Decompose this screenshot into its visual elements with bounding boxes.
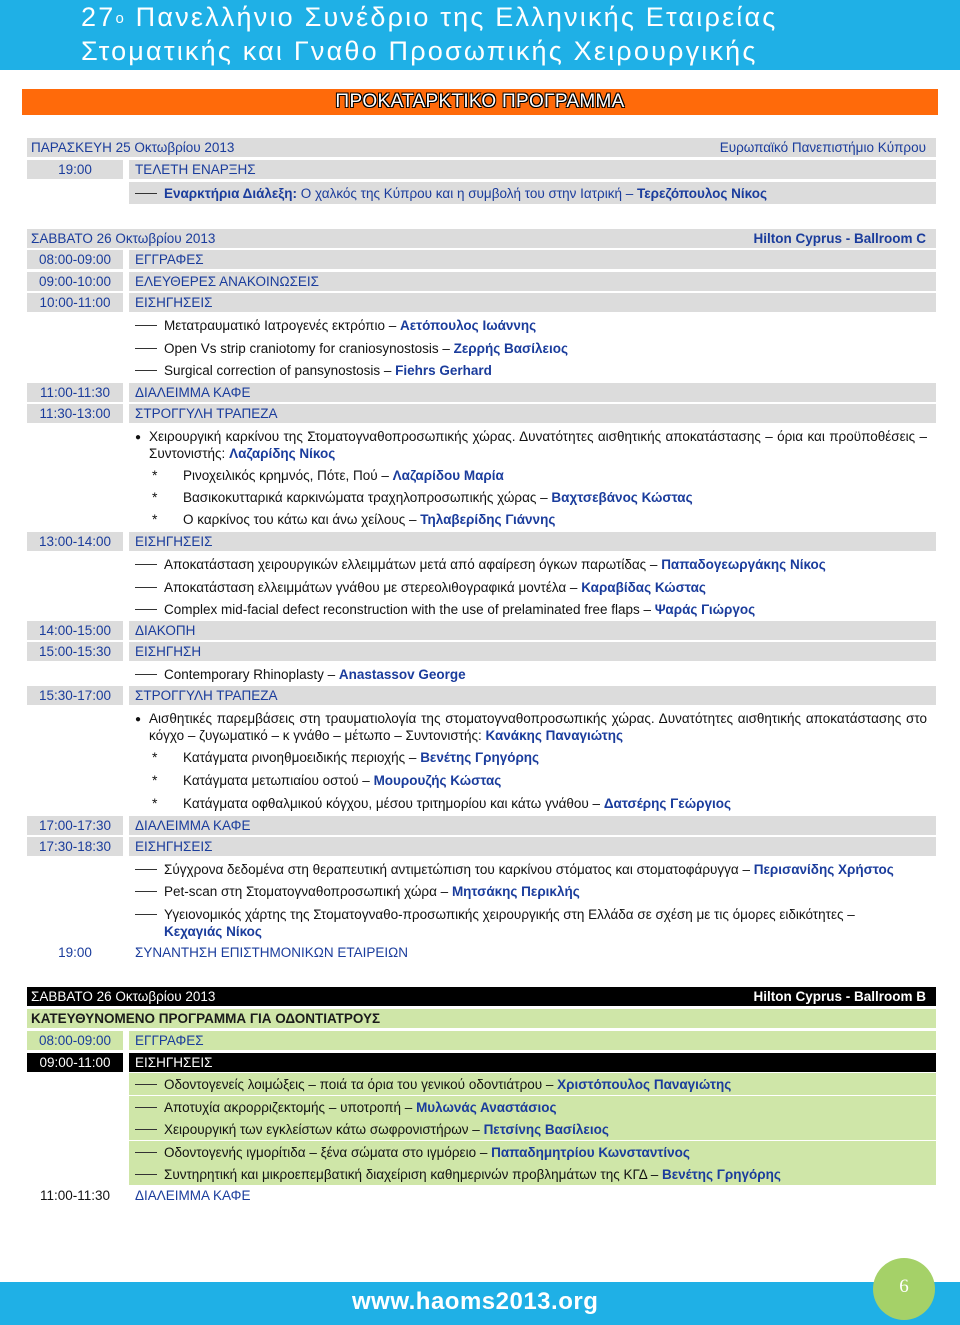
- row-label: ΣΥΝΑΝΤΗΣΗ ΕΠΙΣΤΗΜΟΝΙΚΩΝ ΕΤΑΙΡΕΙΩΝ: [135, 945, 408, 960]
- talk-item: Χειρουργική των εγκλείστων κάτω σωφρονιστήρων – Πετσίνης Βασίλειος: [164, 1122, 609, 1137]
- saturday-c-header: ΣΑΒΒΑΤΟ 26 Οκτωβρίου 2013 Hilton Cyprus - Ballroom C: [27, 229, 936, 248]
- sub-item: Κατάγματα οφθαλμικού κόγχου, μέσου τριτημορίου και κάτω γνάθου – Δατσέρης Γεώργιος: [183, 796, 731, 811]
- talk-item: Αποκατάσταση ελλειμμάτων γνάθου με στερεολιθογραφικά μοντέλα – Καραβίδας Κώστας: [164, 580, 706, 595]
- row-time: 15:30-17:00: [27, 686, 123, 705]
- friday-header: ΠΑΡΑΣΚΕΥΗ 25 Οκτωβρίου 2013 Ευρωπαϊκό Πανεπιστήμιο Κύπρου: [27, 138, 936, 157]
- talk-item: Σύγχρονα δεδομένα στη θεραπευτική αντιμετώπιση του καρκίνου στόματος και στοματοφάρυγγα – Περισανίδης Χρήστος: [164, 862, 894, 877]
- talk-item: Αποτυχία ακρορριζεκτομής – υποτροπή – Μυλωνάς Αναστάσιος: [164, 1100, 557, 1115]
- row-time: 11:00-11:30: [27, 383, 123, 402]
- talk-item: Open Vs strip craniotomy for craniosynostosis – Ζερρής Βασίλειος: [164, 341, 568, 356]
- row-label: ΕΙΣΗΓΗΣΗ: [129, 642, 936, 661]
- row-label: ΕΙΣΗΓΗΣΕΙΣ: [129, 837, 936, 856]
- bullet-icon: ●: [135, 714, 142, 725]
- sub-item: Ο καρκίνος του κάτω και άνω χείλους – Τηλαβερίδης Γιάννης: [183, 512, 556, 527]
- talk-item: Μετατραυματικό Ιατρογενές εκτρόπιο – Αετόπουλος Ιωάννης: [164, 318, 537, 333]
- page-number-badge: 6: [873, 1258, 935, 1320]
- talk-item: Αποκατάσταση χειρουργικών ελλειμμάτων μετά από αφαίρεση όγκων παρωτίδας – Παπαδογεωργάκης Νίκος: [164, 557, 826, 572]
- header-title-line2: Στοματικής και Γναθο Προσωπικής Χειρουργικής: [81, 36, 758, 66]
- row-label: ΣΤΡΟΓΓΥΛΗ ΤΡΑΠΕΖΑ: [129, 686, 936, 705]
- bullet-icon: ●: [135, 432, 142, 443]
- asterisk-icon: *: [152, 772, 158, 788]
- row-label: ΔΙΑΛΕΙΜΜΑ ΚΑΦΕ: [129, 816, 936, 835]
- talk-item: Υγειονομικός χάρτης της Στοματογναθο-προσωπικής χειρουργικής στη Ελλάδα σε σχέση με τις όμορες ειδικότητες – Κεχαγιάς Νίκος: [164, 907, 855, 939]
- row-label: ΕΙΣΗΓΗΣΕΙΣ: [129, 532, 936, 551]
- sub-item: Ρινοχειλικός κρημνός, Πότε, Πού – Λαζαρίδου Μαρία: [183, 468, 504, 483]
- row-label: ΕΓΓΡΑΦΕΣ: [129, 250, 936, 269]
- row-time: 09:00-11:00: [27, 1053, 123, 1072]
- sub-item: Κατάγματα μετωπιαίου οστού – Μουρουζής Κώστας: [183, 773, 502, 788]
- header-banner: [0, 0, 960, 70]
- talk-item: Contemporary Rhinoplasty – Anastassov George: [164, 667, 466, 682]
- row-label: ΔΙΑΛΕΙΜΜΑ ΚΑΦΕ: [129, 383, 936, 402]
- row-time: 17:30-18:30: [27, 837, 123, 856]
- row-label: ΣΤΡΟΓΓΥΛΗ ΤΡΑΠΕΖΑ: [129, 404, 936, 423]
- talk-item: Surgical correction of pansynostosis – Fiehrs Gerhard: [164, 363, 492, 378]
- friday-time: 19:00: [27, 160, 123, 179]
- row-label: ΔΙΑΛΕΙΜΜΑ ΚΑΦΕ: [135, 1188, 251, 1203]
- talk-item: Complex mid-facial defect reconstruction with the use of prelaminated free flaps – Ψαράς Γιώργος: [164, 602, 756, 617]
- row-time: 14:00-15:00: [27, 621, 123, 640]
- saturday-b-header: ΣΑΒΒΑΤΟ 26 Οκτωβρίου 2013 Hilton Cyprus - Ballroom B: [27, 987, 936, 1006]
- round-table-description: Χειρουργική καρκίνου της Στοματογναθοπροσωπικής χώρας. Δυνατότητες αισθητικής αποκατάστασης – όρια και προϋποθέσεις – Συντονιστής: Λαζαρίδης Νίκος: [149, 429, 927, 461]
- row-time: 08:00-09:00: [27, 1031, 123, 1050]
- talk-item: Pet-scan στη Στοματογναθοπροσωπική χώρα – Μητσάκης Περικλής: [164, 884, 580, 899]
- row-label: ΕΓΓΡΑΦΕΣ: [129, 1031, 936, 1050]
- row-time: 19:00: [58, 945, 92, 960]
- round-table-description: Αισθητικές παρεμβάσεις στη τραυματιολογία της στοματογναθοπροσωπικής χώρας. Δυνατότητες αισθητικής αποκατάστασης στο κόγχο – ζυγωματικό – κ γνάθο – μέτωπο – Συντονιστής: Κανάκης Παναγιώτης: [149, 711, 927, 743]
- asterisk-icon: *: [152, 511, 158, 527]
- asterisk-icon: *: [152, 467, 158, 483]
- friday-lecture: Εναρκτήρια Διάλεξη: Ο χαλκός της Κύπρου και η συμβολή του στην Ιατρική – Τερεζόπουλος Νίκος: [164, 186, 768, 201]
- row-label: ΕΛΕΥΘΕΡΕΣ ΑΝΑΚΟΙΝΩΣΕΙΣ: [129, 272, 936, 291]
- row-time: 11:30-13:00: [27, 404, 123, 423]
- row-time: 11:00-11:30: [39, 1188, 111, 1203]
- sub-item: Κατάγματα ρινοηθμοειδικής περιοχής – Βενέτης Γρηγόρης: [183, 750, 540, 765]
- row-time: 08:00-09:00: [27, 250, 123, 269]
- header-title-line1: $27^o$ Πανελλήνιο Συνέδριο της Ελληνικής Εταιρείας: [81, 2, 778, 32]
- row-label: ΕΙΣΗΓΗΣΕΙΣ: [129, 293, 936, 312]
- asterisk-icon: *: [152, 795, 158, 811]
- track-header: ΚΑΤΕΥΘΥΝΟΜΕΝΟ ΠΡΟΓΡΑΜΜΑ ΓΙΑ ΟΔΟΝΤΙΑΤΡΟΥΣ: [27, 1009, 936, 1028]
- asterisk-icon: *: [152, 749, 158, 765]
- talk-item: Οδοντογενείς λοιμώξεις – ποιά τα όρια του γενικού οδοντιάτρου – Χριστόπουλος Παναγιώτης: [164, 1077, 732, 1092]
- sub-item: Βασικοκυτταρικά καρκινώματα τραχηλοπροσωπικής χώρας – Βαχτσεβάνος Κώστας: [183, 490, 693, 505]
- row-label: ΕΙΣΗΓΗΣΕΙΣ: [129, 1053, 936, 1072]
- talk-item: Συντηρητική και μικροεπεμβατική διαχείριση καθημερινών προβλημάτων της ΚΓΔ – Βενέτης Γρηγόρης: [164, 1167, 781, 1182]
- friday-label: ΤΕΛΕΤΗ ΕΝΑΡΞΗΣ: [129, 160, 936, 179]
- row-time: 10:00-11:00: [27, 293, 123, 312]
- row-time: 09:00-10:00: [27, 272, 123, 291]
- row-time: 13:00-14:00: [27, 532, 123, 551]
- row-label: ΔΙΑΚΟΠΗ: [129, 621, 936, 640]
- row-time: 15:00-15:30: [27, 642, 123, 661]
- talk-item: Οδοντογενής ιγμορίτιδα – ξένα σώματα στο ιγμόρειο – Παπαδημητρίου Κωνσταντίνος: [164, 1145, 690, 1160]
- program-banner: ΠΡΟΚΑΤΑΡΚΤΙΚΟ ΠΡΟΓΡΑΜΜΑ: [22, 89, 938, 115]
- asterisk-icon: *: [152, 489, 158, 505]
- row-time: 17:00-17:30: [27, 816, 123, 835]
- footer-url: www.haoms2013.org: [352, 1288, 599, 1315]
